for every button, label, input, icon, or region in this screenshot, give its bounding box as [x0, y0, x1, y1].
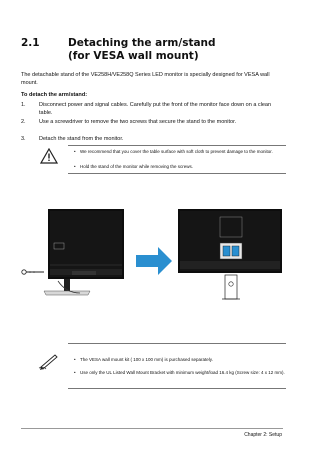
warning-bottom-rule: [68, 173, 286, 174]
monitor-with-stand: [22, 209, 124, 295]
section-title-line2: (for VESA wall mount): [68, 50, 199, 62]
section-title-line1: Detaching the arm/stand: [68, 37, 216, 49]
footer-rule: [21, 428, 283, 429]
step-item: [21, 135, 283, 143]
warning-note-text: We recommend that you cover the table surface with soft cloth to prevent damage to the monitor.: [80, 149, 273, 154]
info-note-item: [74, 370, 285, 377]
right-arrow-icon: [136, 247, 172, 275]
step-item: [21, 118, 283, 134]
info-note-text: The VESA wall mount kit ( 100 x 100 mm) is purchased separately.: [80, 357, 213, 362]
step-number: 1.: [21, 102, 26, 108]
warning-triangle-icon: [40, 148, 58, 164]
info-bottom-rule: [68, 388, 286, 389]
pencil-note-icon: [38, 352, 60, 370]
step-text: Disconnect power and signal cables. Carefully put the front of the monitor face down on a clean table.: [39, 102, 272, 116]
warning-note-item: [74, 164, 285, 171]
warning-top-rule: [68, 145, 286, 146]
bullet-dot: •: [74, 370, 76, 375]
section-title: [68, 37, 268, 63]
footer-chapter: Chapter 2: Setup: [244, 432, 282, 438]
intro-paragraph: The detachable stand of the VE258H/VE258Q Series LED monitor is specially designed for VESA wall mount.: [21, 72, 270, 86]
step-number: 3.: [21, 136, 26, 142]
bullet-dot: •: [74, 357, 76, 362]
step-text: Use a screwdriver to remove the two screws that secure the stand to the monitor.: [39, 119, 237, 125]
warning-note-text: Hold the stand of the monitor while removing the screws.: [80, 164, 194, 169]
step-item: [21, 101, 283, 117]
bullet-dot: •: [74, 149, 76, 154]
step-number: 2.: [21, 119, 26, 125]
bullet-dot: •: [74, 164, 76, 169]
info-note-item: [74, 357, 285, 364]
detach-stand-illustration: [20, 195, 290, 330]
monitor-stand-removed: [178, 209, 282, 299]
screwdriver-icon: [22, 270, 44, 274]
warning-note-item: [74, 149, 285, 156]
info-top-rule: [68, 343, 286, 344]
procedure-subheading: To detach the arm/stand:: [21, 92, 88, 98]
step-text: Detach the stand from the monitor.: [39, 136, 124, 142]
info-note-text: Use only the UL Listed Wall Mount Bracket with minimum weight/load 16.4 kg (Screw size: 4 x 12 mm).: [80, 370, 285, 375]
section-number: 2.1: [21, 37, 40, 49]
